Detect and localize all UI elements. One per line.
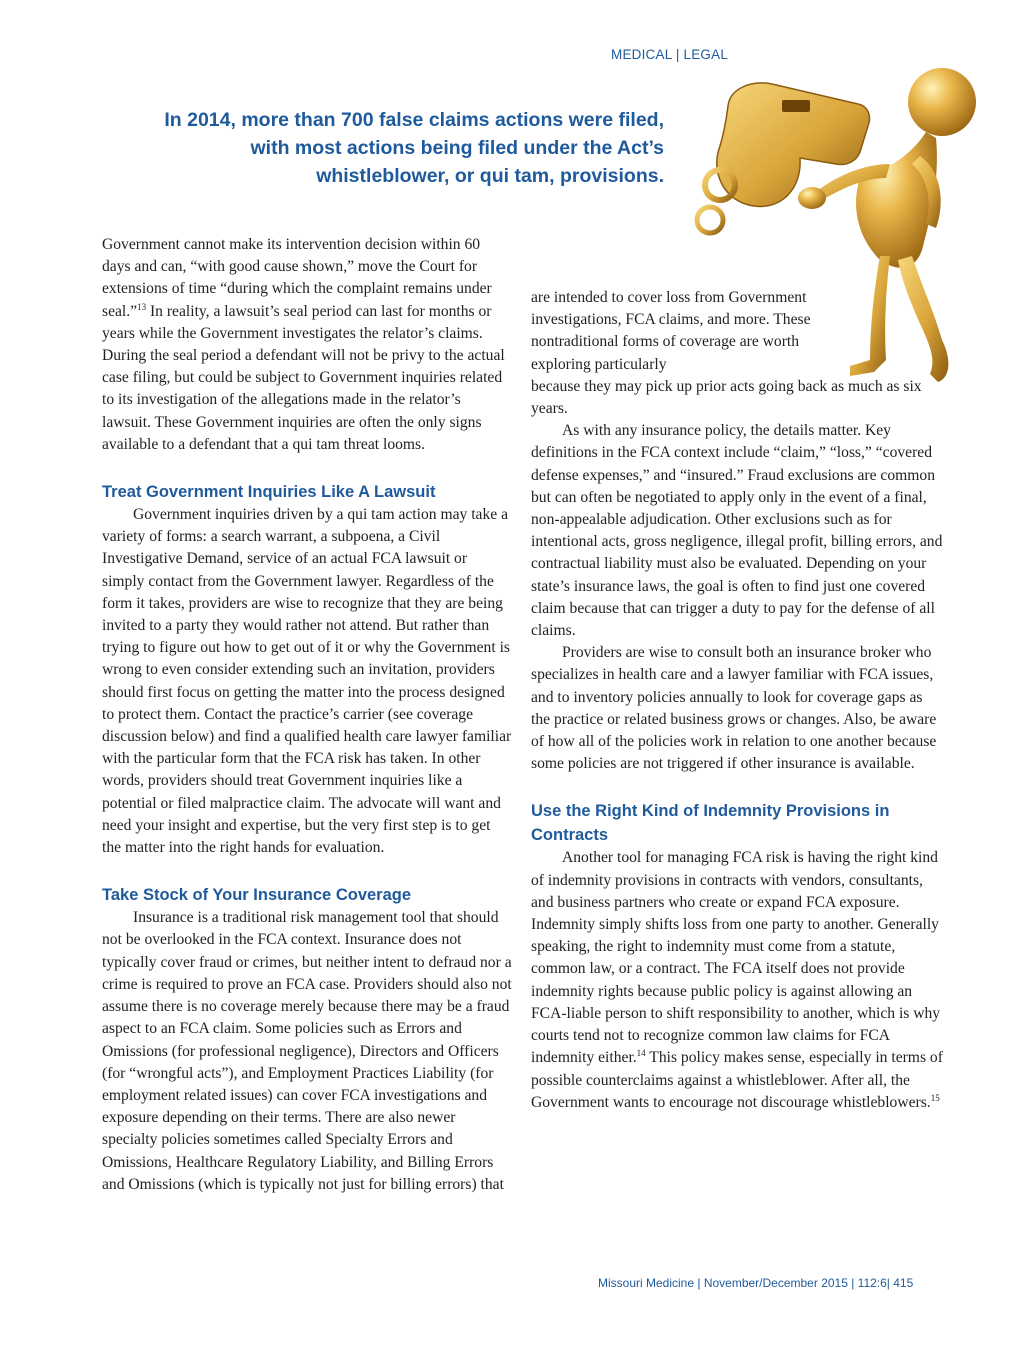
heading-insurance-coverage: Take Stock of Your Insurance Coverage	[102, 886, 412, 905]
paragraph-policy-details: As with any insurance policy, the details matter. Key definitions in the FCA context include “claim,” “loss,” “covered defense expenses,” and “insured.” Fraud exclusions are common but can often be negotiated to apply only in the event of a final, non-appealable adjudication. Other exclusions such as for intentional acts, gross negligence, illegal profit, billing errors, and contractual liability must also be evaluated. Depending on your state’s insurance laws, the goal is often to find just one covered claim because that can trigger a duty to pay for the defense of all claims.	[531, 422, 943, 640]
heading-indemnity: Use the Right Kind of Indemnity Provisions in Contracts	[531, 802, 890, 845]
paragraph-coverage-continued: because they may pick up prior acts going back as much as six years.	[531, 377, 922, 418]
section-tag: MEDICAL | LEGAL	[611, 47, 729, 62]
paragraph-insurance: Insurance is a traditional risk management tool that should not be overlooked in the FCA context. Insurance does not typically cover fraud or crimes, but neither intent to defraud nor a crime is required to prove an FCA case. Providers should also not assume there is no coverage merely because there may be a fraud aspect to an FCA claim. Some policies such as Errors and Omissions (for professional negligence), Directors and Officers (for “wrongful acts”), and Employment Practices Liability (for employment related issues) can cover FCA investigations and exposure depending on their terms. There are also newer specialty policies sometimes called Specialty Errors and Omissions, Healthcare Regulatory Liability, and Billing Errors and Omissions (which is typically not just for billing errors) that	[102, 909, 512, 1193]
footnote-ref-13: 13	[137, 301, 147, 312]
paragraph-inquiries: Government inquiries driven by a qui tam action may take a variety of forms: a search warrant, a subpoena, a Civil Investigative Demand, service of an actual FCA lawsuit or simply contact from the Government lawyer. Regardless of the form it takes, providers are wise to recognize that they are being invited to a party they would rather not attend. But rather than trying to figure out how to get out of it or why the Government is wrong to even consider extending such an invitation, providers should first focus on getting the matter into the process designed to protect them. Contact the practice’s carrier (see coverage discussion below) and find a qualified health care lawyer familiar with the particular form that the FCA risk has taken. In other words, providers should treat Government inquiries like a potential or filed malpractice claim. The advocate will want and need your insight and expertise, but the very first step is to get the matter into the right hands for evaluation.	[102, 506, 512, 857]
column-left	[102, 234, 512, 1196]
paragraph-coverage-intro: are intended to cover loss from Government investigations, FCA claims, and more. These nontraditional forms of coverage are worth exploring particularly	[531, 289, 811, 373]
footnote-ref-14: 14	[636, 1048, 646, 1059]
paragraph-seal-period: Government cannot make its intervention decision within 60 days and can, “with good cause shown,” move the Court for extensions of time “during which the complaint remains under seal.”$^{13}$ In reality, a lawsuit’s seal period can last for months or years while the Government investigates the relator’s claims. During the seal period a defendant will not be privy to the actual case filing, but could be subject to Government inquiries related to its investigation of the allegations made in the relator’s lawsuit. These Government inquiries are often the only signs available to a defendant that a qui tam threat looms.	[102, 236, 505, 453]
page-footer: Missouri Medicine | November/December 2015 | 112:6| 415	[598, 1276, 914, 1290]
pull-quote: In 2014, more than 700 false claims actions were filed, with most actions being filed under the Act’s whistleblower, or qui tam, provisions.	[164, 109, 664, 187]
paragraph-broker-advice: Providers are wise to consult both an insurance broker who specializes in health care and a lawyer familiar with FCA issues, and to inventory policies annually to look for coverage gaps as the practice or related business grows or changes. Also, be aware of how all of the policies work in relation to one another because some policies are not triggered if other insurance is available.	[531, 644, 937, 773]
column-right	[531, 287, 943, 1114]
paragraph-indemnity: Another tool for managing FCA risk is having the right kind of indemnity provisions in contracts with vendors, consultants, and business partners who create or expand FCA exposure. Indemnity simply shifts loss from one party to another. Generally speaking, the right to indemnity must come from a statute, common law, or a contract. The FCA itself does not provide indemnity rights because public policy is against allowing an FCA-liable person to shift responsibility to another, which is why courts tend not to recognize common law claims for FCA indemnity either.$^{14}$ This policy makes sense, especially in terms of possible counterclaims against a whistleblower. After all, the Government wants to encourage not discourage whistleblowers.$^{15}$	[531, 849, 943, 1111]
footnote-ref-15: 15	[930, 1092, 940, 1103]
heading-treat-inquiries: Treat Government Inquiries Like A Lawsuit	[102, 483, 436, 502]
